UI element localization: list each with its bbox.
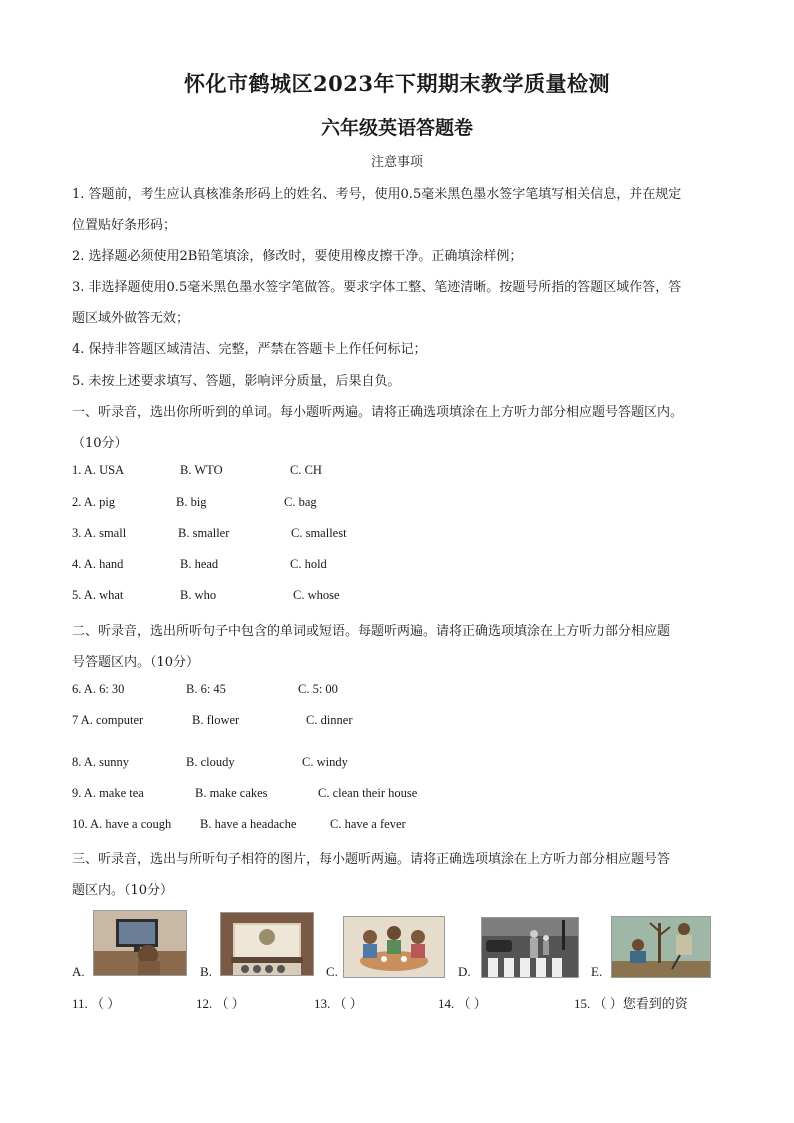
question-option-a: 6. A. 6: 30: [72, 682, 125, 696]
question-option-a: 5. A. what: [72, 588, 124, 602]
notice-line: 2. 选择题必须使用2B铅笔填涂，修改时，要使用橡皮擦干净。正确填涂样例；: [72, 249, 523, 264]
question-option-b: B. head: [180, 557, 219, 571]
question-option-c: C. dinner: [306, 713, 353, 727]
question-option-a: 10. A. have a cough: [72, 817, 172, 831]
question-option-a: 9. A. make tea: [72, 786, 144, 800]
notice-line: 4. 保持非答题区域清洁、完整，严禁在答题卡上作任何标记；: [72, 342, 427, 357]
question-option-c: C. 5: 00: [298, 682, 338, 696]
computer-desk-picture-icon: [93, 910, 187, 976]
question-option-c: C. bag: [284, 495, 317, 509]
question-option-a: 3. A. small: [72, 526, 127, 540]
question-option-b: B. make cakes: [195, 786, 268, 800]
answer-blank[interactable]: 11. （ ）: [72, 996, 121, 1011]
question-option-b: B. smaller: [178, 526, 230, 540]
question-option-b: B. have a headache: [200, 817, 297, 831]
question-option-b: B. WTO: [180, 463, 223, 477]
question-option-a: 2. A. pig: [72, 495, 116, 509]
street-crossing-picture-icon: [481, 917, 579, 978]
section2-instruction: 号答题区内。（10分）: [72, 655, 200, 670]
answer-blank[interactable]: 13. （ ）: [314, 996, 363, 1011]
section3-instruction: 三、听录音，选出与所听句子相符的图片，每小题听两遍。请将正确选项填涂在上方听力部分相应题号答: [72, 852, 671, 867]
question-option-a: 8. A. sunny: [72, 755, 129, 769]
notice-line: 题区域外做答无效；: [72, 311, 190, 326]
question-option-a: 7 A. computer: [72, 713, 144, 727]
question-option-b: B. flower: [192, 713, 240, 727]
section3-instruction: 题区内。（10分）: [72, 883, 174, 898]
question-option-a: 4. A. hand: [72, 557, 124, 571]
question-option-b: B. big: [176, 495, 207, 509]
notice-line: 位置贴好条形码；: [72, 218, 177, 233]
section1-instruction: 一、听录音，选出你所听到的单词。每小题听两遍。请将正确选项填涂在上方听力部分相应题号答题区内。: [72, 405, 684, 420]
family-dinner-picture-icon: [343, 916, 445, 978]
picture-label: B.: [200, 964, 212, 979]
picture-label: A.: [72, 964, 85, 979]
question-option-c: C. have a fever: [330, 817, 406, 831]
notice-line: 5. 未按上述要求填写、答题，影响评分质量，后果自负。: [72, 374, 401, 389]
question-option-b: B. 6: 45: [186, 682, 226, 696]
section1-instruction: （10分）: [72, 436, 128, 451]
question-option-c: C. clean their house: [318, 786, 418, 800]
question-option-b: B. cloudy: [186, 755, 235, 769]
answer-blank[interactable]: 14. （ ）: [438, 996, 487, 1011]
stage-play-picture-icon: [220, 912, 314, 976]
answer-blank[interactable]: 15. （ ）您看到的资: [574, 996, 688, 1011]
question-option-c: C. whose: [293, 588, 340, 602]
question-option-b: B. who: [180, 588, 217, 602]
page-title: 怀化市鹤城区2023年下期期末教学质量检测: [184, 71, 610, 96]
notice-line: 1. 答题前，考生应认真核准条形码上的姓名、考号，使用0.5毫米黑色墨水签字笔填写相关信息，并在规定: [72, 187, 682, 202]
notice-line: 3. 非选择题使用0.5毫米黑色墨水签字笔做答。要求字体工整、笔迹清晰。按题号所指的答题区域作答，答: [72, 280, 682, 295]
question-option-c: C. CH: [290, 463, 322, 477]
section2-instruction: 二、听录音，选出所听句子中包含的单词或短语。每题听两遍。请将正确选项填涂在上方听力部分相应题: [72, 624, 671, 639]
page-subtitle: 六年级英语答题卷: [320, 117, 473, 139]
question-option-c: C. windy: [302, 755, 348, 769]
question-option-c: C. hold: [290, 557, 327, 571]
question-option-c: C. smallest: [291, 526, 347, 540]
question-option-a: 1. A. USA: [72, 463, 125, 477]
picture-label: D.: [458, 964, 471, 979]
notice-heading: 注意事项: [370, 155, 423, 170]
planting-tree-picture-icon: [611, 916, 711, 978]
answer-blank[interactable]: 12. （ ）: [196, 996, 245, 1011]
picture-label: E.: [591, 964, 603, 979]
picture-label: C.: [326, 964, 338, 979]
